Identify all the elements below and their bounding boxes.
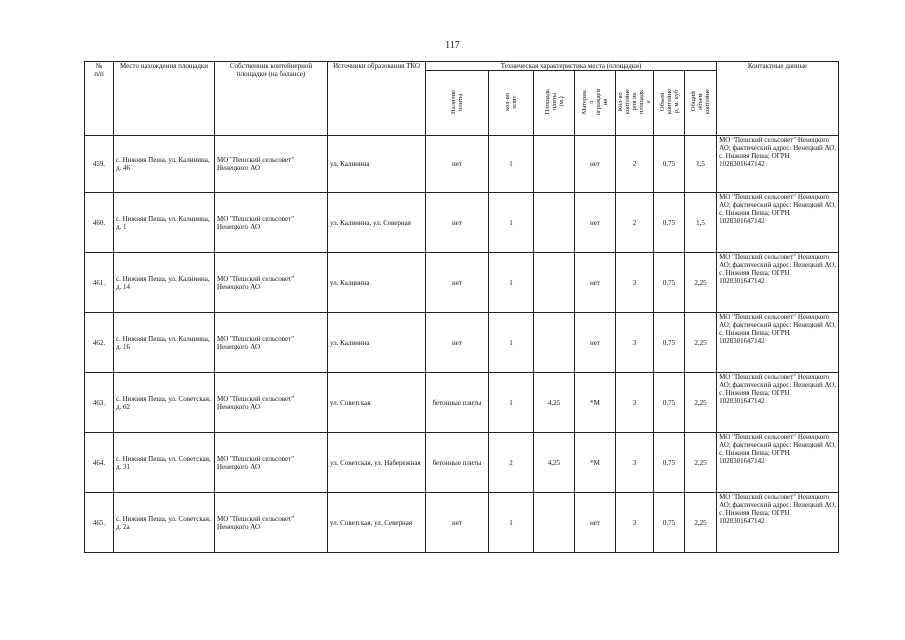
cell-containers: 3 bbox=[616, 313, 654, 373]
cell-num: 460. bbox=[85, 193, 114, 253]
cell-num: 463. bbox=[85, 373, 114, 433]
cell-sources: ул. Калинина bbox=[328, 136, 426, 193]
cell-volume: 0,75 bbox=[654, 433, 685, 493]
cell-containers: 3 bbox=[616, 373, 654, 433]
cell-slab-count: 1 bbox=[489, 253, 534, 313]
cell-contact: МО "Пешский сельсовет" Ненецкого АО; фактический адрес: Ненецкий АО, с. Нижняя Пеша; ОГРН 1028301647142 bbox=[717, 433, 839, 493]
cell-containers: 3 bbox=[616, 433, 654, 493]
cell-location: с. Нижняя Пеша, ул. Советская, д. 62 bbox=[114, 373, 215, 433]
cell-containers: 2 bbox=[616, 193, 654, 253]
cell-volume: 0,75 bbox=[654, 136, 685, 193]
cell-location: с. Нижняя Пеша, ул. Советская, д. 2а bbox=[114, 493, 215, 553]
header-sources: Источники образования ТКО bbox=[328, 62, 426, 136]
cell-total-volume: 2,25 bbox=[685, 313, 717, 373]
cell-area bbox=[534, 493, 575, 553]
table-row bbox=[85, 373, 839, 433]
cell-slab: нет bbox=[426, 253, 489, 313]
cell-num: 459. bbox=[85, 136, 114, 193]
cell-owner: МО "Пешский сельсовет" Ненецкого АО bbox=[215, 313, 328, 373]
subheader-total-volume: Общий объем контейне bbox=[685, 71, 717, 136]
cell-fence: *М bbox=[575, 373, 616, 433]
cell-slab: бетонные плиты bbox=[426, 433, 489, 493]
cell-containers: 3 bbox=[616, 253, 654, 313]
cell-slab-count: 1 bbox=[489, 136, 534, 193]
cell-slab: бетонные плиты bbox=[426, 373, 489, 433]
cell-contact: МО "Пешский сельсовет" Ненецкого АО; фактический адрес: Ненецкий АО, с. Нижняя Пеша; ОГРН 1028301647142 bbox=[717, 313, 839, 373]
cell-area bbox=[534, 193, 575, 253]
table-row bbox=[85, 253, 839, 313]
header-owner: Собственник контейнерной площадки (на балансе) bbox=[215, 62, 328, 136]
cell-volume: 0,75 bbox=[654, 493, 685, 553]
cell-fence: нет bbox=[575, 493, 616, 553]
header-num: № п/п bbox=[85, 62, 114, 136]
table-row bbox=[85, 433, 839, 493]
cell-containers: 3 bbox=[616, 493, 654, 553]
cell-volume: 0,75 bbox=[654, 373, 685, 433]
page-number: 117 bbox=[445, 40, 460, 51]
cell-sources: ул. Калинина, ул. Северная bbox=[328, 193, 426, 253]
cell-contact: МО "Пешский сельсовет" Ненецкого АО; фактический адрес: Ненецкий АО, с. Нижняя Пеша; ОГРН 1028301647142 bbox=[717, 493, 839, 553]
cell-slab-count: 1 bbox=[489, 193, 534, 253]
cell-owner: МО "Пешский сельсовет" Ненецкого АО bbox=[215, 433, 328, 493]
subheader-slab: Наличие плиты bbox=[426, 71, 489, 136]
cell-total-volume: 2,25 bbox=[685, 373, 717, 433]
subheader-slab-count: кол-во плит bbox=[489, 71, 534, 136]
table-row bbox=[85, 313, 839, 373]
cell-volume: 0,75 bbox=[654, 193, 685, 253]
table-row bbox=[85, 136, 839, 193]
cell-contact: МО "Пешский сельсовет" Ненецкого АО; фактический адрес: Ненецкий АО, с. Нижняя Пеша; ОГРН 1028301647142 bbox=[717, 136, 839, 193]
cell-area bbox=[534, 313, 575, 373]
cell-total-volume: 1,5 bbox=[685, 193, 717, 253]
cell-slab: нет bbox=[426, 193, 489, 253]
cell-contact: МО "Пешский сельсовет" Ненецкого АО; фактический адрес: Ненецкий АО, с. Нижняя Пеша; ОГРН 1028301647142 bbox=[717, 253, 839, 313]
cell-fence: *М bbox=[575, 433, 616, 493]
header-contacts: Контактные данные bbox=[717, 62, 839, 136]
cell-owner: МО "Пешский сельсовет" Ненецкого АО bbox=[215, 136, 328, 193]
cell-slab: нет bbox=[426, 313, 489, 373]
cell-area bbox=[534, 136, 575, 193]
cell-volume: 0,75 bbox=[654, 253, 685, 313]
cell-fence: нет bbox=[575, 136, 616, 193]
header-location: Место нахождения площадки bbox=[114, 62, 215, 136]
cell-fence: нет bbox=[575, 193, 616, 253]
cell-num: 462. bbox=[85, 313, 114, 373]
container-sites-table bbox=[84, 61, 839, 553]
cell-location: с. Нижняя Пеша, ул. Советская, д. 31 bbox=[114, 433, 215, 493]
cell-area bbox=[534, 253, 575, 313]
table-row bbox=[85, 493, 839, 553]
cell-num: 465. bbox=[85, 493, 114, 553]
cell-total-volume: 2,25 bbox=[685, 493, 717, 553]
subheader-volume: Объем контейне р, м. куб bbox=[654, 71, 685, 136]
cell-slab-count: 1 bbox=[489, 373, 534, 433]
cell-sources: ул. Советская bbox=[328, 373, 426, 433]
cell-owner: МО "Пешский сельсовет" Ненецкого АО bbox=[215, 193, 328, 253]
cell-location: с. Нижняя Пеша, ул. Калинина, д. 14 bbox=[114, 253, 215, 313]
cell-sources: ул. Калинина bbox=[328, 313, 426, 373]
cell-slab-count: 1 bbox=[489, 493, 534, 553]
cell-sources: ул. Советская, ул. Северная bbox=[328, 493, 426, 553]
cell-location: с. Нижняя Пеша, ул. Калинина, д. 46 bbox=[114, 136, 215, 193]
cell-area: 4,25 bbox=[534, 373, 575, 433]
cell-location: с. Нижняя Пеша, ул. Калинина, д. 1 bbox=[114, 193, 215, 253]
cell-slab-count: 2 bbox=[489, 433, 534, 493]
subheader-area: Площадь плиты (м.) bbox=[534, 71, 575, 136]
cell-owner: МО "Пешский сельсовет" Ненецкого АО bbox=[215, 373, 328, 433]
cell-owner: МО "Пешский сельсовет" Ненецкого АО bbox=[215, 253, 328, 313]
subheader-containers: Кол-во контейне ров на площадк е bbox=[616, 71, 654, 136]
cell-contact: МО "Пешский сельсовет" Ненецкого АО; фактический адрес: Ненецкий АО, с. Нижняя Пеша; ОГРН 1028301647142 bbox=[717, 373, 839, 433]
cell-location: с. Нижняя Пеша, ул. Калинина, д. 16 bbox=[114, 313, 215, 373]
cell-owner: МО "Пешский сельсовет" Ненецкого АО bbox=[215, 493, 328, 553]
cell-sources: ул. Калинина bbox=[328, 253, 426, 313]
table-row bbox=[85, 193, 839, 253]
cell-slab: нет bbox=[426, 493, 489, 553]
header-tech: Техническая характеристика места (площадки) bbox=[426, 62, 717, 71]
cell-contact: МО "Пешский сельсовет" Ненецкого АО; фактический адрес: Ненецкий АО, с. Нижняя Пеша; ОГРН 1028301647142 bbox=[717, 193, 839, 253]
cell-area: 4,25 bbox=[534, 433, 575, 493]
cell-total-volume: 1,5 bbox=[685, 136, 717, 193]
cell-slab: нет bbox=[426, 136, 489, 193]
subheader-fence: Материа л огражден ия bbox=[575, 71, 616, 136]
cell-volume: 0,75 bbox=[654, 313, 685, 373]
cell-slab-count: 1 bbox=[489, 313, 534, 373]
cell-fence: нет bbox=[575, 313, 616, 373]
cell-sources: ул. Советская, ул. Набережная bbox=[328, 433, 426, 493]
cell-total-volume: 2,25 bbox=[685, 433, 717, 493]
cell-fence: нет bbox=[575, 253, 616, 313]
cell-num: 461. bbox=[85, 253, 114, 313]
cell-total-volume: 2,25 bbox=[685, 253, 717, 313]
cell-num: 464. bbox=[85, 433, 114, 493]
cell-containers: 2 bbox=[616, 136, 654, 193]
table-header-row bbox=[85, 62, 839, 71]
